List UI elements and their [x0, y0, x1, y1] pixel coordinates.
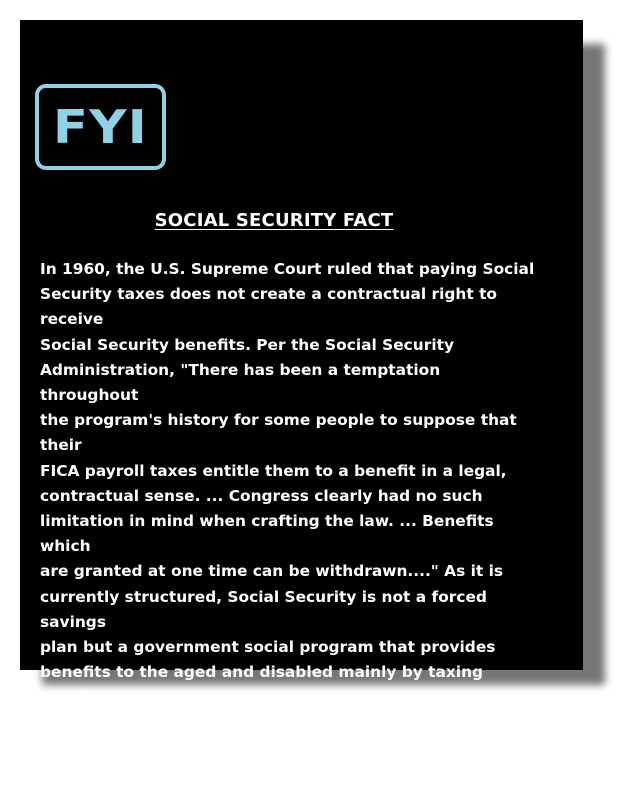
body-line: limitation in mind when crafting the law. ... Benefits which: [40, 512, 494, 556]
body-line: who are working. However, proposals have been made to: [40, 713, 538, 732]
fact-card: [20, 20, 583, 808]
body-line: plan but a government social program that provides: [40, 638, 496, 657]
body-line: currently structured, Social Security is not a forced savings: [40, 587, 487, 631]
body-line: benefits to the aged and disabled mainly by taxing people: [40, 663, 484, 707]
fyi-logo: [35, 84, 166, 170]
body-line: Administration, "There has been a temptation throughout: [40, 360, 441, 405]
body-line: FICA payroll taxes entitle them to a benefit in a legal,: [40, 461, 507, 480]
fyi-logo-text: FYI: [52, 100, 149, 154]
body-line: contractual sense. ... Congress clearly had no such: [40, 486, 483, 505]
body-line: are granted at one time can be withdrawn...." As it is: [40, 562, 504, 581]
body-line: Security taxes does not create a contractual right to receive: [40, 285, 497, 329]
body-line: In 1960, the U.S. Supreme Court ruled that paying Social: [40, 260, 535, 278]
body-line: the program's history for some people to suppose that their: [40, 411, 517, 455]
body-line: many other countries.: [40, 789, 233, 808]
body-line: give Social Security an element of personal ownership as in: [40, 738, 538, 783]
fact-heading: SOCIAL SECURITY FACT: [154, 210, 394, 231]
fact-body: [40, 257, 540, 811]
body-line: Social Security benefits. Per the Social Security: [40, 335, 454, 354]
